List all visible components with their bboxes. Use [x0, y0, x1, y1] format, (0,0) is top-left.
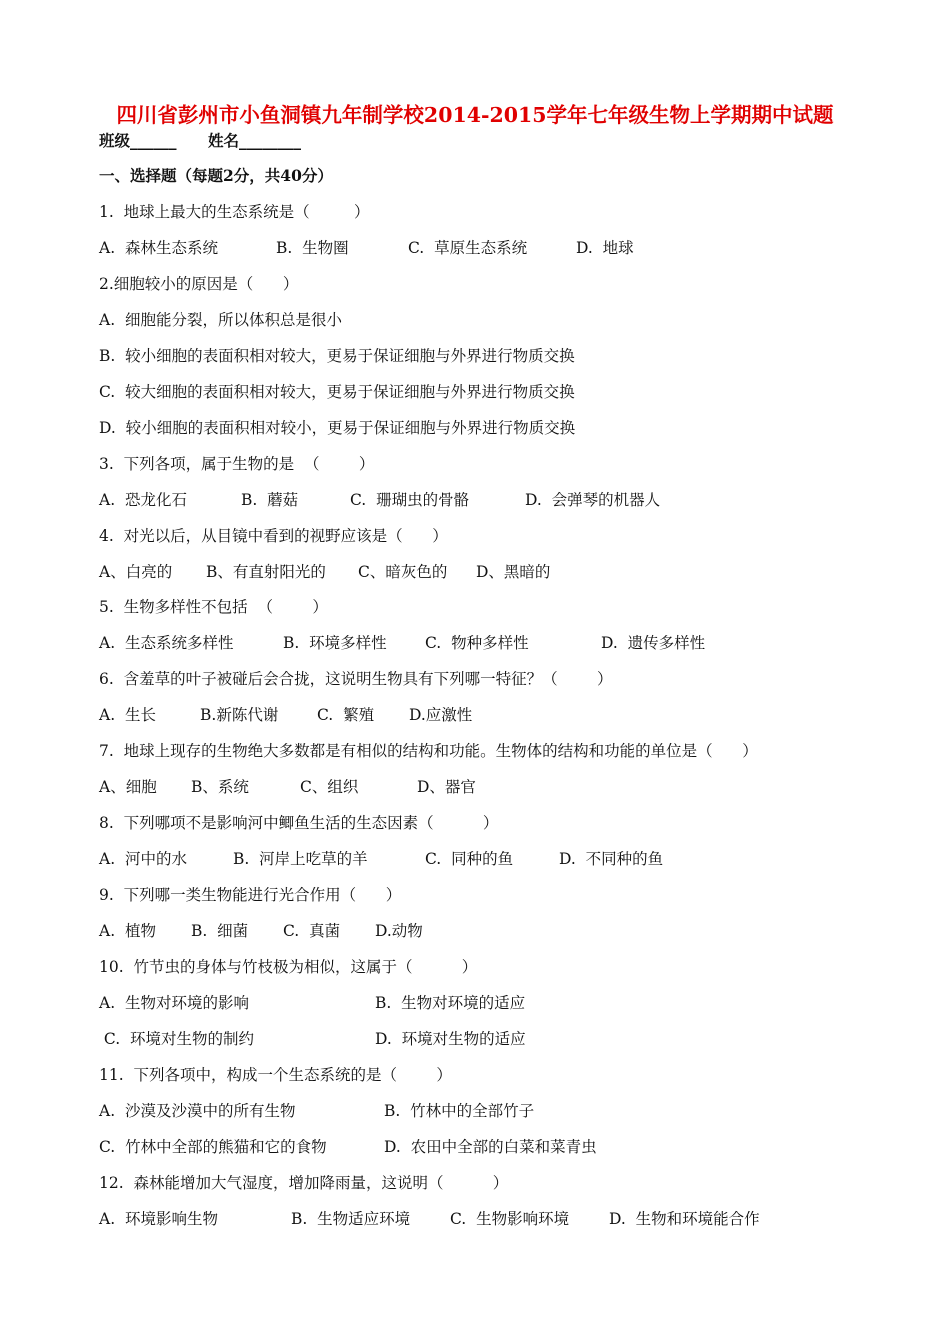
question-12: 12. 森林能增加大气湿度，增加降雨量，这说明（ ）	[99, 1174, 509, 1192]
question-10: 10. 竹节虫的身体与竹枝极为相似，这属于（ ）	[99, 958, 478, 976]
q10-option-a: A. 生物对环境的影响	[99, 994, 249, 1012]
q9-option-d: D.动物	[375, 922, 423, 940]
q2-option-b: B. 较小细胞的表面积相对较大，更易于保证细胞与外界进行物质交换	[99, 347, 575, 365]
q9-option-c: C. 真菌	[283, 922, 341, 940]
question-5: 5. 生物多样性不包括 （ ）	[99, 598, 328, 616]
question-9: 9. 下列哪一类生物能进行光合作用（ ）	[99, 886, 402, 904]
name-field: 姓名________	[208, 131, 302, 150]
q7-option-b: B、系统	[191, 778, 249, 796]
question-1: 1. 地球上最大的生态系统是（ ）	[99, 203, 370, 221]
q2-option-a: A. 细胞能分裂，所以体积总是很小	[99, 311, 342, 329]
class-field: 班级______	[99, 131, 177, 150]
q8-option-b: B. 河岸上吃草的羊	[233, 850, 368, 868]
q7-option-c: C、组织	[300, 778, 359, 796]
q7-option-a: A、细胞	[99, 778, 157, 796]
q12-option-b: B. 生物适应环境	[291, 1210, 411, 1228]
section-heading: 一、选择题（每题2分，共40分）	[99, 166, 333, 185]
q10-option-c: C. 环境对生物的制约	[99, 1030, 255, 1048]
question-11: 11. 下列各项中，构成一个生态系统的是（ ）	[99, 1066, 452, 1084]
q11-option-a: A. 沙漠及沙漠中的所有生物	[99, 1102, 296, 1120]
question-7: 7. 地球上现存的生物绝大多数都是有相似的结构和功能。生物体的结构和功能的单位是（ ）	[99, 742, 758, 760]
q11-option-c: C. 竹林中全部的熊猫和它的食物	[99, 1138, 327, 1156]
question-4: 4. 对光以后，从目镜中看到的视野应该是（ ）	[99, 527, 448, 545]
q6-option-b: B.新陈代谢	[200, 706, 279, 724]
q2-option-d: D. 较小细胞的表面积相对较小，更易于保证细胞与外界进行物质交换	[99, 419, 576, 437]
q1-option-a: A. 森林生态系统	[99, 239, 218, 257]
q3-option-b: B. 蘑菇	[241, 491, 299, 509]
q5-option-d: D. 遗传多样性	[601, 634, 706, 652]
q1-option-c: C. 草原生态系统	[408, 239, 528, 257]
q4-option-a: A、白亮的	[99, 563, 173, 581]
q4-option-c: C、暗灰色的	[358, 563, 448, 581]
q12-option-c: C. 生物影响环境	[450, 1210, 570, 1228]
q1-option-d: D. 地球	[576, 239, 634, 257]
q3-option-c: C. 珊瑚虫的骨骼	[350, 491, 470, 509]
q8-option-d: D. 不同种的鱼	[559, 850, 664, 868]
q6-option-c: C. 繁殖	[317, 706, 375, 724]
q8-option-a: A. 河中的水	[99, 850, 187, 868]
question-6: 6. 含羞草的叶子被碰后会合拢，这说明生物具有下列哪一特征？（ ）	[99, 670, 613, 688]
q6-option-a: A. 生长	[99, 706, 156, 724]
q5-option-a: A. 生态系统多样性	[99, 634, 234, 652]
question-2: 2.细胞较小的原因是（ ）	[99, 275, 299, 293]
q5-option-c: C. 物种多样性	[425, 634, 529, 652]
q4-option-b: B、有直射阳光的	[206, 563, 326, 581]
q2-option-c: C. 较大细胞的表面积相对较大，更易于保证细胞与外界进行物质交换	[99, 383, 575, 401]
q10-option-d: D. 环境对生物的适应	[375, 1030, 526, 1048]
q9-option-a: A. 植物	[99, 922, 156, 940]
q11-option-d: D. 农田中全部的白菜和菜青虫	[384, 1138, 597, 1156]
q5-option-b: B. 环境多样性	[283, 634, 387, 652]
q7-option-d: D、器官	[417, 778, 476, 796]
q6-option-d: D.应激性	[409, 706, 473, 724]
q12-option-d: D. 生物和环境能合作	[609, 1210, 760, 1228]
q9-option-b: B. 细菌	[191, 922, 249, 940]
q1-option-b: B. 生物圈	[276, 239, 349, 257]
q4-option-d: D、黑暗的	[476, 563, 551, 581]
question-8: 8. 下列哪项不是影响河中鲫鱼生活的生态因素（ ）	[99, 814, 499, 832]
q11-option-b: B. 竹林中的全部竹子	[384, 1102, 535, 1120]
page-title: 四川省彭州市小鱼洞镇九年制学校2014-2015学年七年级生物上学期期中试题	[116, 103, 834, 127]
q8-option-c: C. 同种的鱼	[425, 850, 514, 868]
q3-option-a: A. 恐龙化石	[99, 491, 187, 509]
q10-option-b: B. 生物对环境的适应	[375, 994, 526, 1012]
q3-option-d: D. 会弹琴的机器人	[525, 491, 661, 509]
q12-option-a: A. 环境影响生物	[99, 1210, 218, 1228]
question-3: 3. 下列各项，属于生物的是 （ ）	[99, 455, 375, 473]
